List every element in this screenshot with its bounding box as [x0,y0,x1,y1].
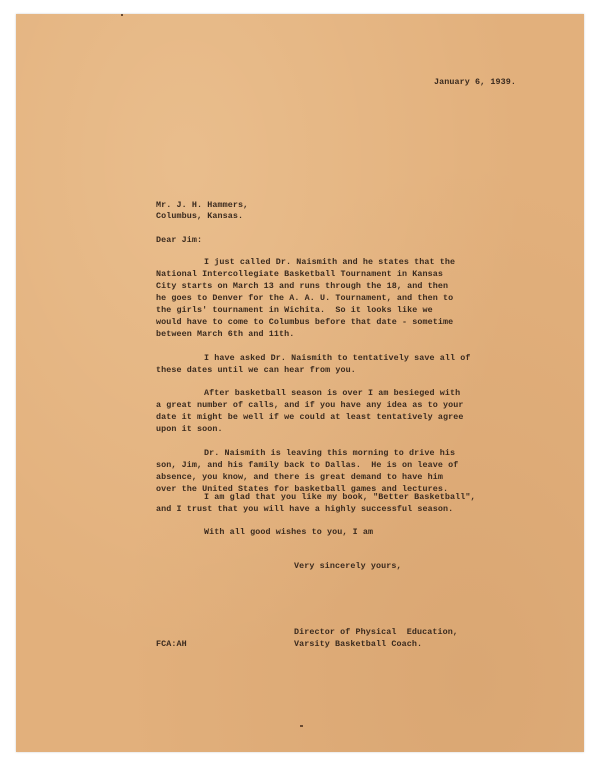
closing: Very sincerely yours, [294,561,402,571]
paragraph-3-line-2: a great number of calls, and if you have any idea as to your [156,400,464,410]
paragraph-5-line-1: I am glad that you like my book, "Better Basketball", [204,492,476,502]
paragraph-1-line-2: National Intercollegiate Basketball Tournament in Kansas [156,269,444,279]
paragraph-4-line-2: son, Jim, and his family back to Dallas. He is on leave of [156,460,459,470]
paragraph-4-line-3: absence, you know, and there is great demand to have him [156,472,444,482]
salutation: Dear Jim: [156,235,203,245]
recipient-line-2: Columbus, Kansas. [156,211,244,221]
paragraph-3-line-3: date it might be well if we could at least tentatively agree [156,412,464,422]
paragraph-1-line-7: between March 6th and 11th. [156,329,295,339]
paragraph-2-line-1: I have asked Dr. Naismith to tentatively save all of [204,353,471,363]
letter-page [16,14,584,752]
paragraph-3-line-4: upon it soon. [156,424,223,434]
paragraph-1-line-5: the girls' tournament in Wichita. So it looks like we [156,305,433,315]
paragraph-5-line-2: and I trust that you will have a highly successful season. [156,504,454,514]
signature-title-1: Director of Physical Education, [294,627,459,637]
paragraph-2-line-2: these dates until we can hear from you. [156,365,356,375]
paragraph-1-line-6: would have to come to Columbus before that date - sometime [156,317,454,327]
ink-speck [121,14,123,16]
signature-title-2: Varsity Basketball Coach. [294,639,423,649]
paragraph-4-line-4: over the United States for basketball games and lectures. [156,484,449,494]
letter-date: January 6, 1939. [434,77,517,87]
paragraph-1-line-4: he goes to Denver for the A. A. U. Tournament, and then to [156,293,454,303]
recipient-line-1: Mr. J. H. Hammers, [156,200,249,210]
paragraph-1-line-1: I just called Dr. Naismith and he states that the [204,257,456,267]
ink-speck-2 [300,725,303,727]
paragraph-6-line-1: With all good wishes to you, I am [204,527,374,537]
paragraph-3-line-1: After basketball season is over I am besieged with [204,388,461,398]
paragraph-1-line-3: City starts on March 13 and runs through the 18, and then [156,281,449,291]
typist-initials: FCA:AH [156,639,187,649]
paragraph-4-line-1: Dr. Naismith is leaving this morning to drive his [204,448,456,458]
